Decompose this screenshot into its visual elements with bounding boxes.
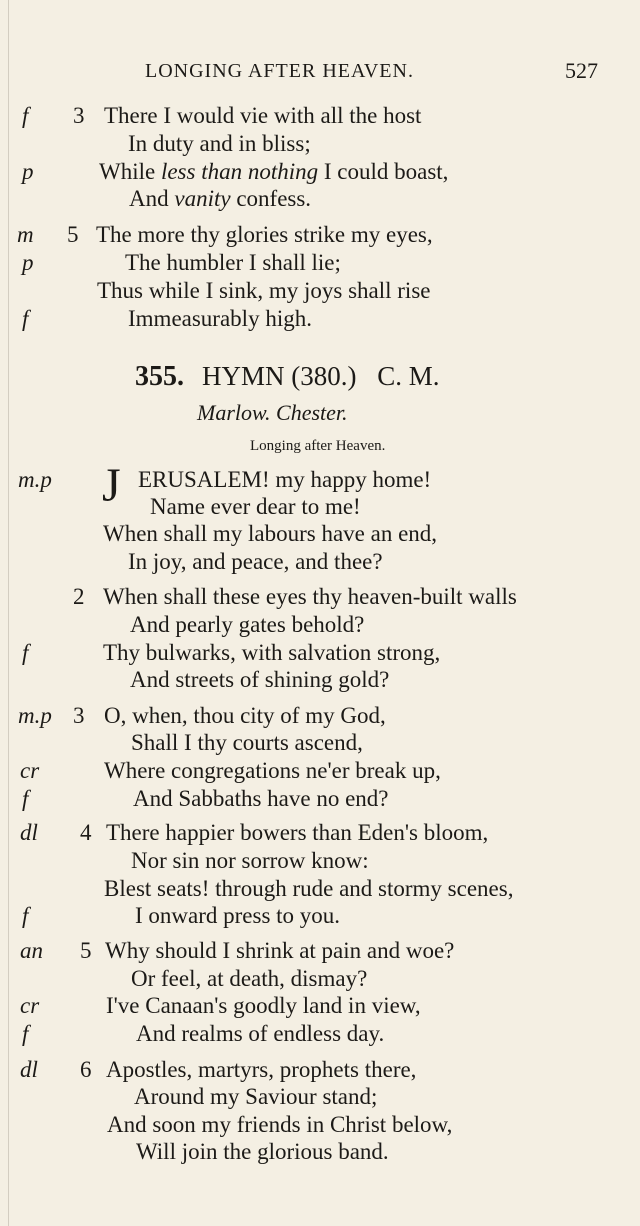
verse-line: Will join the glorious band.	[136, 1139, 389, 1164]
verse-line: The more thy glories strike my eyes,	[96, 222, 433, 247]
dynamic-mark: p	[22, 250, 34, 275]
verse-line: There I would vie with all the host	[104, 103, 422, 128]
dynamic-mark: m.p	[18, 703, 52, 728]
verse-line: Name ever dear to me!	[150, 494, 361, 519]
stanza-number: 3	[73, 103, 85, 128]
page-gutter-edge	[8, 0, 9, 1226]
verse-line: When shall my labours have an end,	[103, 521, 438, 546]
drop-cap: J	[102, 459, 121, 512]
verse-line: And soon my friends in Christ below,	[107, 1112, 453, 1137]
verse-line: Shall I thy courts ascend,	[131, 730, 363, 755]
verse-line: There happier bowers than Eden's bloom,	[106, 820, 489, 845]
verse-line: Blest seats! through rude and stormy scenes,	[104, 876, 514, 901]
stanza-number: 3	[73, 703, 85, 728]
verse-line: Thy bulwarks, with salvation strong,	[103, 640, 441, 665]
dynamic-mark: f	[22, 306, 29, 331]
hymn-heading	[135, 363, 440, 391]
dynamic-mark: cr	[20, 993, 40, 1018]
verse-line: The humbler I shall lie;	[125, 250, 341, 275]
stanza-number: 2	[73, 584, 85, 609]
dynamic-mark: m	[17, 222, 34, 247]
verse-line: Or feel, at death, dismay?	[131, 966, 368, 991]
verse-line: Why should I shrink at pain and woe?	[105, 938, 455, 963]
dynamic-mark: p	[22, 159, 34, 184]
verse-line: While less than nothing I could boast,	[99, 159, 449, 184]
page-number: 527	[565, 58, 598, 83]
dynamic-mark: f	[22, 103, 29, 128]
verse-line: Where congregations ne'er break up,	[104, 758, 441, 783]
verse-line: Thus while I sink, my joys shall rise	[97, 278, 431, 303]
dynamic-mark: m.p	[18, 467, 52, 492]
verse-line: And vanity confess.	[129, 186, 312, 211]
stanza-number: 4	[80, 820, 92, 845]
dynamic-mark: dl	[20, 820, 38, 845]
dynamic-mark: dl	[20, 1057, 38, 1082]
stanza-number: 5	[67, 222, 79, 247]
verse-line: And realms of endless day.	[136, 1021, 385, 1046]
dynamic-mark: f	[22, 1021, 29, 1046]
hymn-meter: C. M.	[377, 361, 440, 391]
verse-line: I've Canaan's goodly land in view,	[106, 993, 421, 1018]
verse-line: In duty and in bliss;	[128, 131, 311, 156]
dynamic-mark: cr	[20, 758, 40, 783]
verse-line: Around my Saviour stand;	[134, 1084, 378, 1109]
stanza-number: 6	[80, 1057, 92, 1082]
hymn-subject: Longing after Heaven.	[250, 438, 386, 454]
verse-line: And Sabbaths have no end?	[133, 786, 389, 811]
verse-line: When shall these eyes thy heaven-built walls	[103, 584, 517, 609]
verse-line: O, when, thou city of my God,	[104, 703, 386, 728]
verse-line: Nor sin nor sorrow know:	[131, 848, 369, 873]
hymn-number: 355.	[135, 361, 184, 392]
dynamic-mark: f	[22, 786, 29, 811]
verse-line: And pearly gates behold?	[130, 612, 365, 637]
verse-line: Apostles, martyrs, prophets there,	[106, 1057, 417, 1082]
dynamic-mark: an	[20, 938, 43, 963]
hymn-title: HYMN (380.)	[202, 361, 357, 391]
verse-line: And streets of shining gold?	[130, 667, 390, 692]
dynamic-mark: f	[22, 903, 29, 928]
verse-line: I onward press to you.	[135, 903, 341, 928]
stanza-number: 5	[80, 938, 92, 963]
running-head: LONGING AFTER HEAVEN.	[145, 60, 414, 82]
tune-names: Marlow. Chester.	[197, 400, 348, 425]
verse-line: In joy, and peace, and thee?	[128, 549, 383, 574]
verse-line: Immeasurably high.	[128, 306, 312, 331]
dynamic-mark: f	[22, 640, 29, 665]
verse-line: ERUSALEM! my happy home!	[138, 467, 432, 492]
